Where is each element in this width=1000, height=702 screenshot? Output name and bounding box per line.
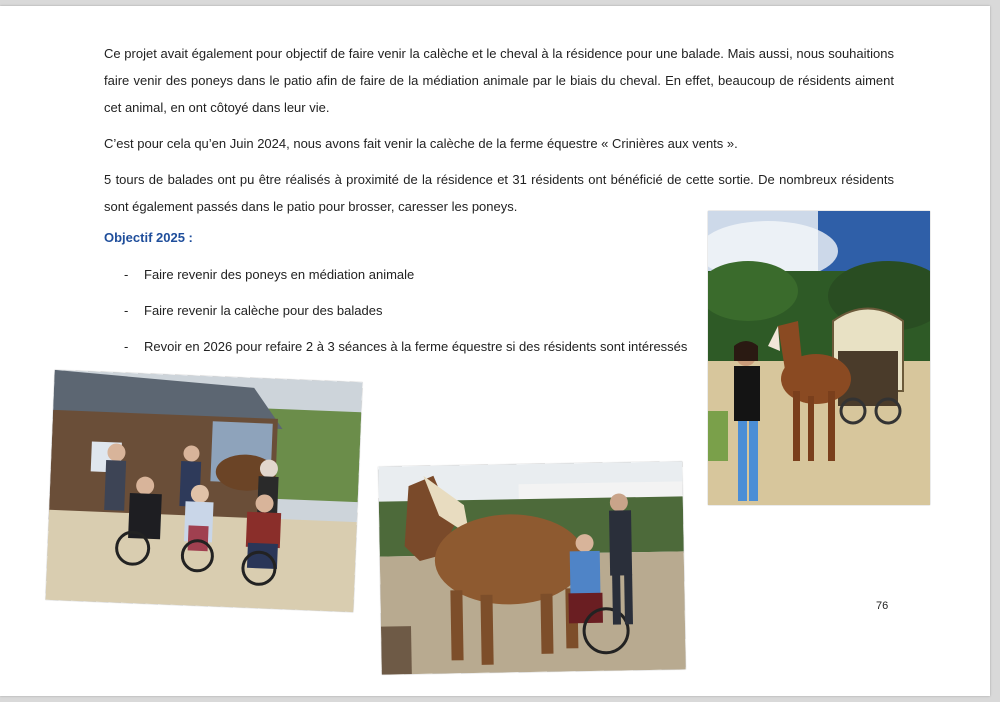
bullet-text: Faire revenir la calèche pour des balades: [144, 303, 383, 318]
list-item: [124, 336, 687, 372]
bullet-marker: -: [124, 267, 129, 282]
photo-resident-horse: [378, 461, 686, 674]
document-page: [0, 6, 990, 696]
list-item: [124, 300, 687, 336]
objective-title: Objectif 2025 :: [104, 230, 193, 245]
paragraph-rides-results: 5 tours de balades ont pu être réalisés à proximité de la résidence et 31 résidents ont bénéficié de cette sortie. De nombreux résidents sont également passés dans le patio pour brosser, caresser les poneys.: [104, 172, 894, 214]
objective-list: [124, 264, 687, 372]
paragraph-project-goal: Ce projet avait également pour objectif de faire venir la calèche et le cheval à la résidence pour une balade. Mais aussi, nous souhaitions faire venir des poneys dans le patio afin de faire de la médiation animale par le biais du cheval. En effet, beaucoup de résidents aiment cet animal, en ont côtoyé dans leur vie.: [104, 46, 894, 115]
photo-residents-group: [46, 370, 363, 612]
list-item: [124, 264, 687, 300]
page-number: 76: [876, 600, 889, 612]
photo-horse-carriage: [708, 211, 930, 505]
paragraph-june-2024: C’est pour cela qu’en Juin 2024, nous avons fait venir la calèche de la ferme équestre « Crinières aux vents ».: [104, 136, 738, 151]
bullet-marker: -: [124, 339, 129, 354]
bullet-marker: -: [124, 303, 129, 318]
bullet-text: Revoir en 2026 pour refaire 2 à 3 séances à la ferme équestre si des résidents sont intéressés: [144, 339, 688, 354]
bullet-text: Faire revenir des poneys en médiation animale: [144, 267, 415, 282]
